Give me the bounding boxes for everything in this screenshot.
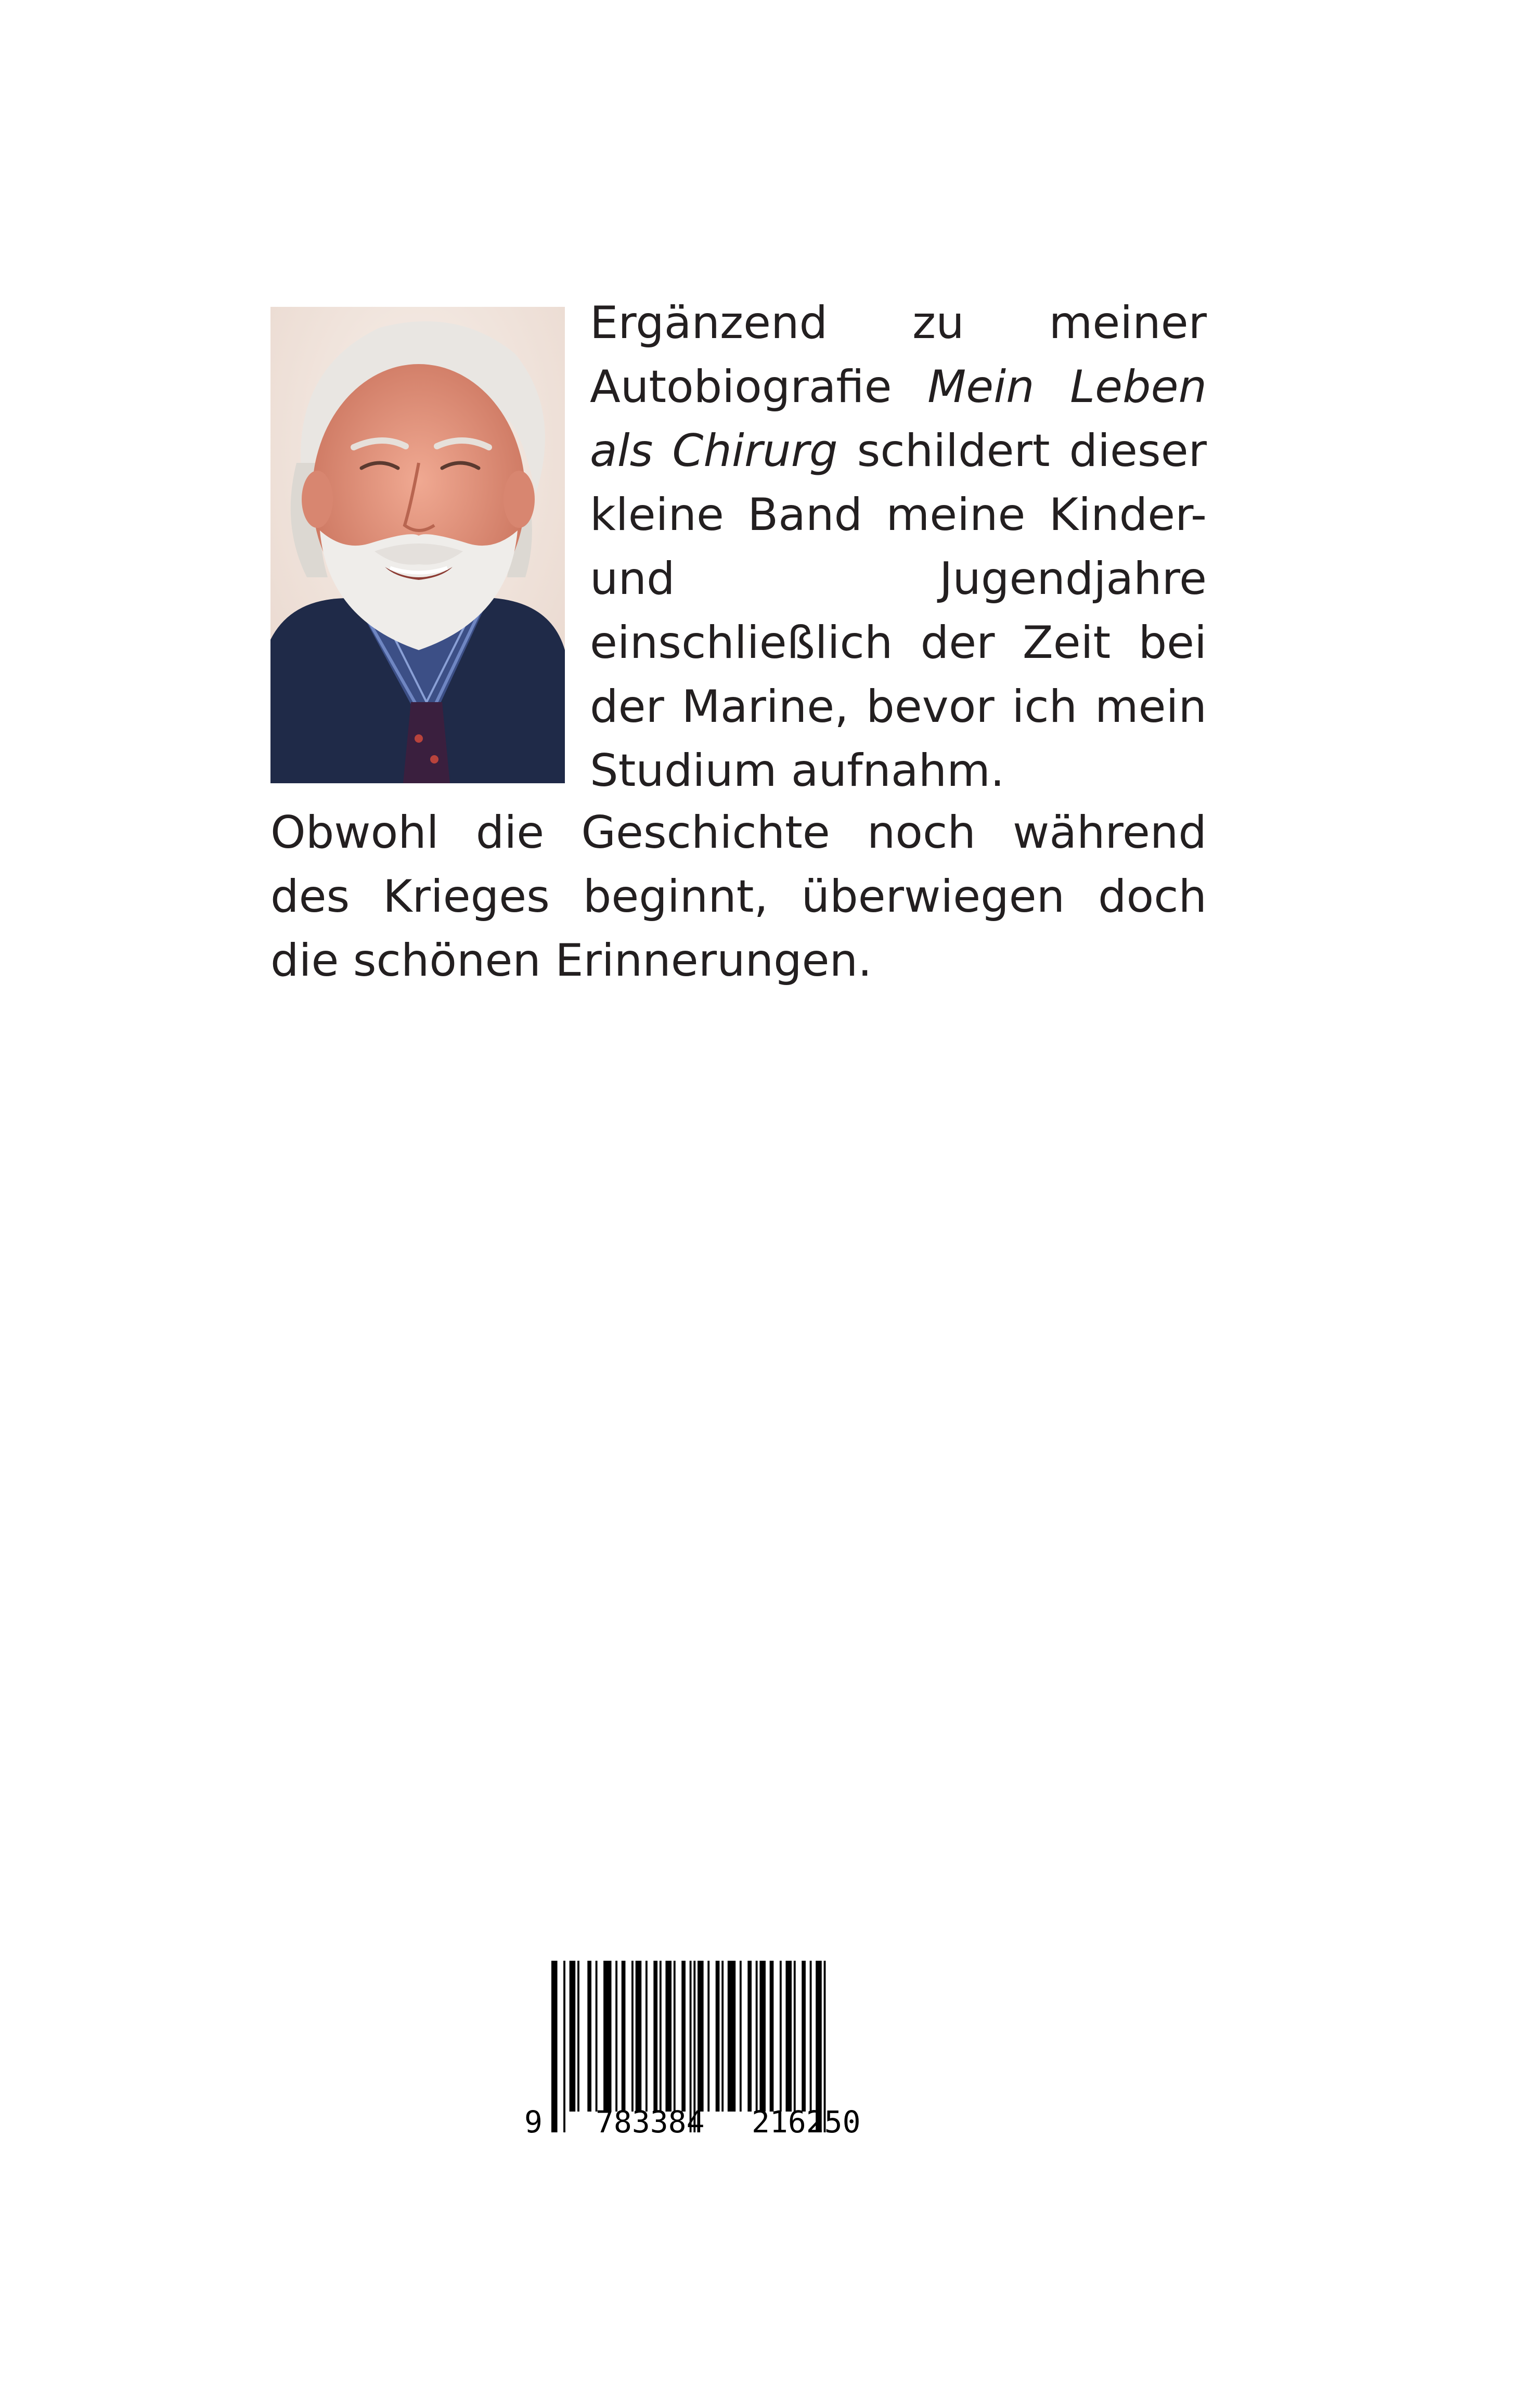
barcode-bar xyxy=(660,1961,662,2112)
author-portrait-icon xyxy=(270,307,565,783)
barcode-bar xyxy=(674,1961,676,2112)
barcode-bar xyxy=(770,1961,774,2112)
barcode-bar xyxy=(802,1961,806,2112)
barcode-bar xyxy=(756,1961,758,2112)
barcode-bar xyxy=(698,1961,704,2112)
barcode-left-digits: 783384 xyxy=(596,2104,705,2138)
barcode-bar xyxy=(728,1961,735,2112)
barcode-bar xyxy=(631,1961,634,2112)
barcode-bar xyxy=(707,1961,709,2112)
barcode-bar xyxy=(810,1961,812,2112)
intro-paragraph xyxy=(590,291,1207,803)
intro-text-after-title: schildert dieser kleine Band meine Kinder- und Jugendjahre einschließlich der Zeit bei der Marine, bevor ich mein Studium aufnahm. xyxy=(590,425,1207,797)
barcode-bar xyxy=(636,1961,642,2112)
barcode-bar xyxy=(759,1961,766,2112)
book-title: Mein Leben als Chirurg xyxy=(590,361,1207,477)
barcode-icon xyxy=(520,1961,936,2138)
barcode-bar xyxy=(603,1961,611,2112)
barcode-bar xyxy=(570,1961,576,2112)
barcode-bar xyxy=(622,1961,626,2112)
barcode-bar xyxy=(563,1961,565,2132)
outro-paragraph: Obwohl die Geschichte noch während des Krieges beginnt, überwiegen doch die schönen Erinnerungen. xyxy=(270,807,1207,987)
barcode-bar xyxy=(716,1961,720,2112)
isbn-barcode xyxy=(520,1961,936,2138)
barcode-bar xyxy=(785,1961,792,2112)
barcode-bar xyxy=(740,1961,742,2112)
barcode-bar xyxy=(721,1961,724,2112)
barcode-bar xyxy=(681,1961,686,2112)
intro-text-before-title: Ergänzend zu meiner Autobiografie xyxy=(590,297,1207,413)
barcode-bar xyxy=(615,1961,617,2112)
barcode-bar xyxy=(596,1961,598,2112)
barcode-bar xyxy=(794,1961,796,2112)
barcode-right-digits: 216250 xyxy=(752,2104,861,2138)
barcode-bar xyxy=(587,1961,591,2112)
barcode-bar xyxy=(577,1961,579,2112)
barcode-bar xyxy=(665,1961,672,2112)
barcode-bar xyxy=(551,1961,558,2132)
barcode-bar xyxy=(747,1961,752,2112)
barcode-bar xyxy=(646,1961,648,2112)
barcode-lead-digit: 9 xyxy=(524,2104,543,2138)
barcode-bar xyxy=(780,1961,782,2112)
barcode-bar xyxy=(653,1961,657,2112)
author-portrait xyxy=(270,307,565,783)
